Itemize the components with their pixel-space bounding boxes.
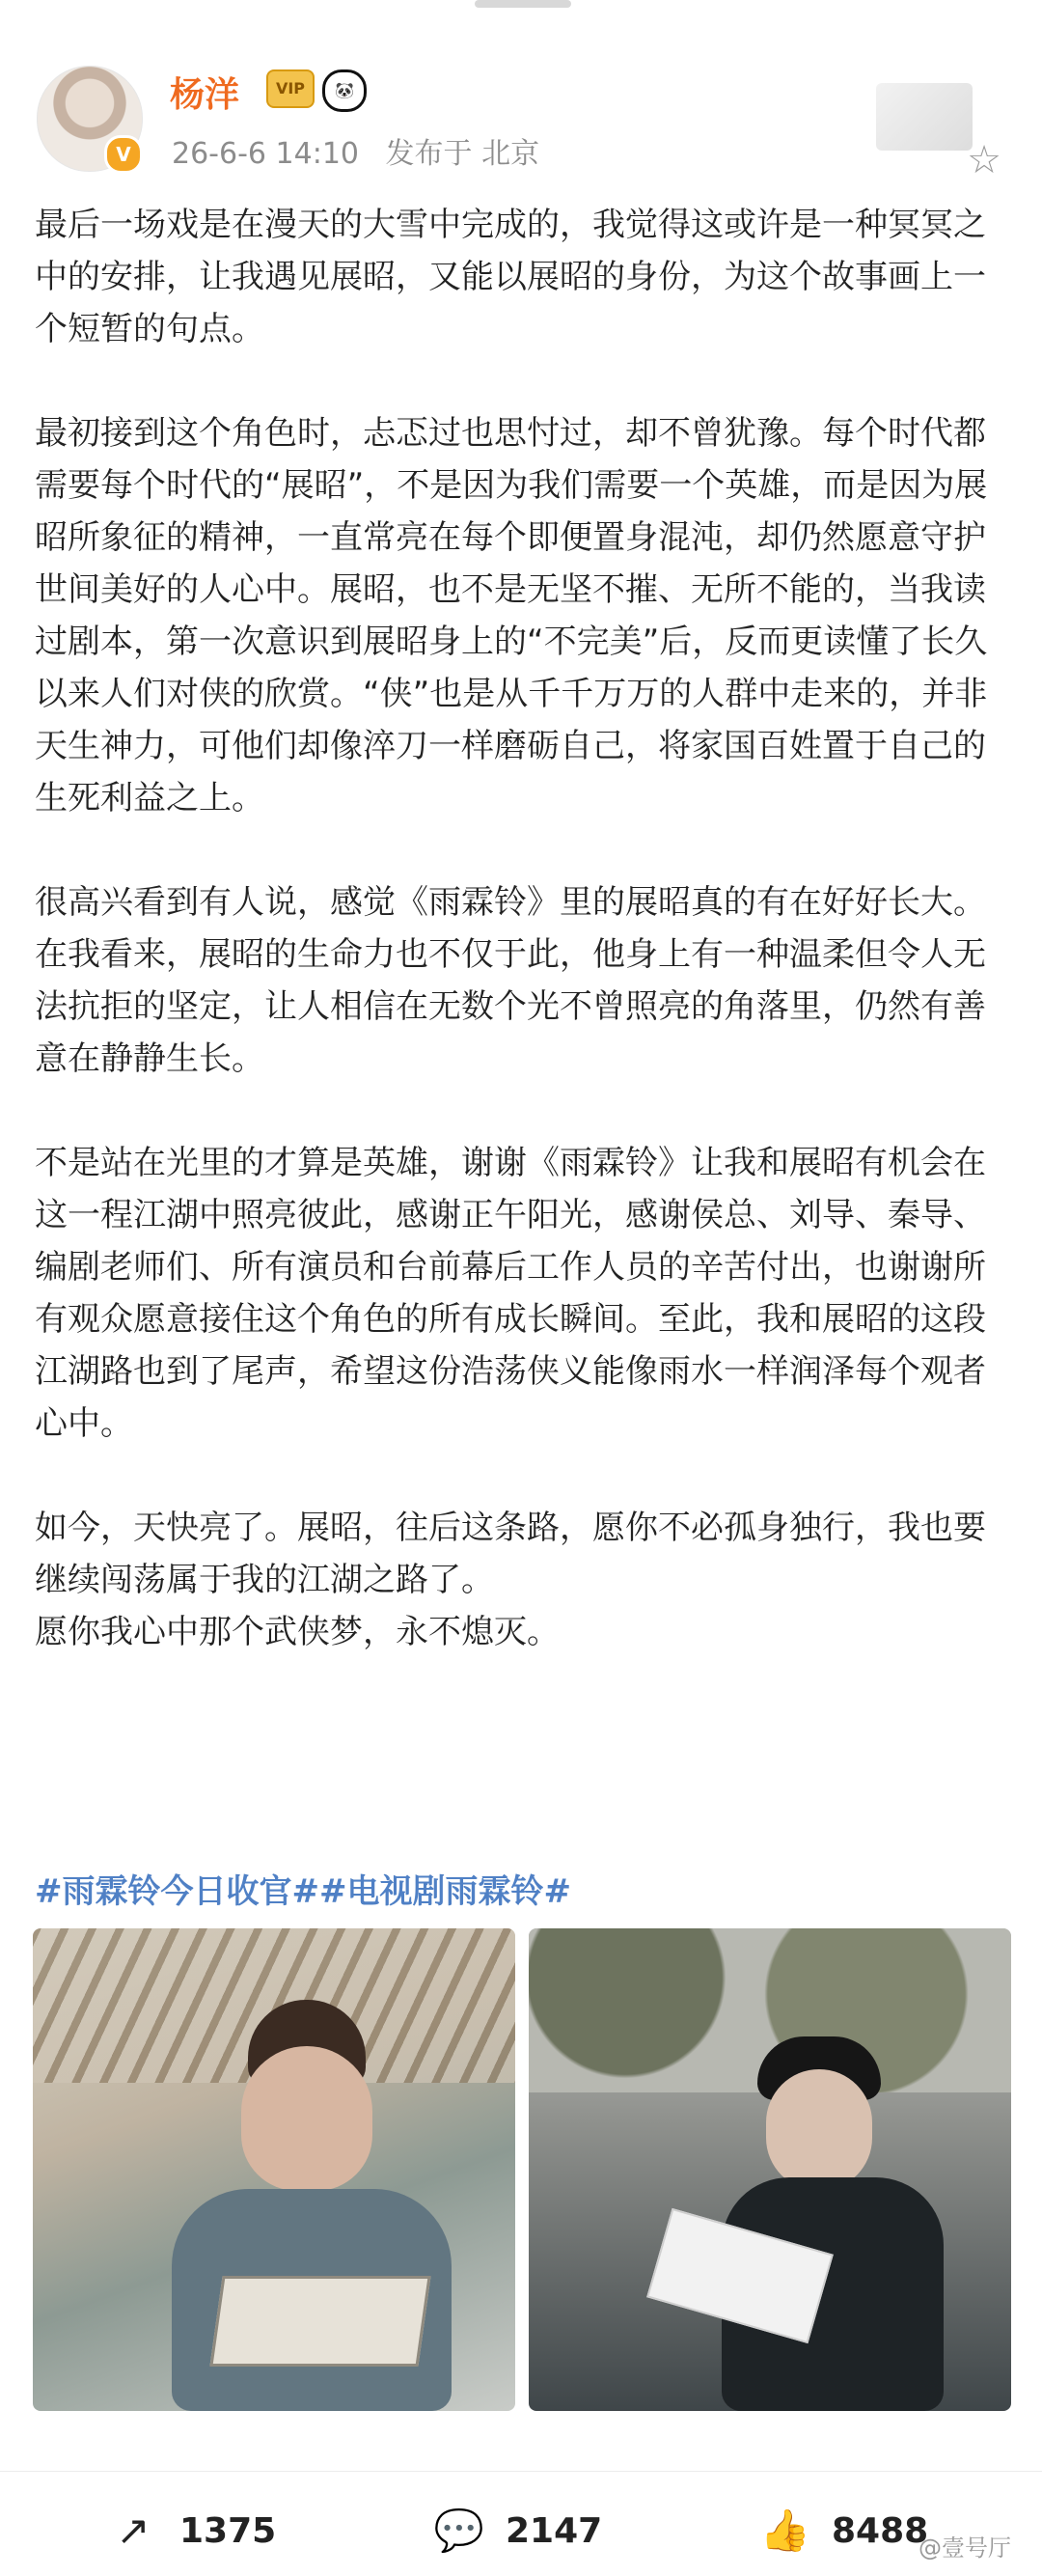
face-shape (766, 2069, 872, 2191)
username[interactable]: 杨洋 (170, 75, 240, 115)
like-count: 8488 (832, 2510, 929, 2551)
comment-icon: 💬 (433, 2507, 485, 2554)
comment-button[interactable] (433, 2502, 603, 2560)
post-image-left[interactable] (33, 1928, 515, 2411)
post-meta (172, 129, 557, 172)
post-hashtags[interactable]: #雨霖铃今日收官##电视剧雨霖铃# (35, 1872, 571, 1911)
share-icon: ↗ (116, 2507, 151, 2554)
sheet-grabber[interactable] (475, 0, 571, 8)
top-grabber-area (0, 0, 1042, 14)
profile-card-thumbnail[interactable] (876, 83, 973, 151)
post-location: 发布于 北京 (385, 137, 540, 171)
share-count: 1375 (179, 2510, 277, 2551)
post-image-right[interactable] (529, 1928, 1011, 2411)
crown-badge-icon: VIP (266, 69, 315, 108)
face-shape (241, 2046, 372, 2191)
post-header (0, 58, 1042, 193)
source-watermark: @壹号厅 (919, 2534, 1011, 2562)
comment-count: 2147 (506, 2510, 603, 2551)
star-icon[interactable]: ☆ (967, 138, 1001, 182)
share-button[interactable] (110, 2502, 276, 2560)
like-button[interactable] (759, 2502, 929, 2560)
post-text: 最后一场戏是在漫天的大雪中完成的，我觉得这或许是一种冥冥之中的安排，让我遇见展昭，又能以展昭的身份，为这个故事画上一个短暂的句点。 最初接到这个角色时，忐忑过也思忖过，却不曾犹豫。每个时代都需要每个时代的“展昭”，不是因为我们需要一个英雄，而是因为展昭所象征的精神，一直常亮在每个即便置身混沌，却仍然愿意守护世间美好的人心中。展昭，也不是无坚不摧、无所不能的，当我读过剧本，第一次意识到展昭身上的“不完美”后，反而更读懂了长久以来人们对侠的欣赏。“侠”也是从千千万万的人群中走来的，并非天生神力，可他们却像淬刀一样磨砺自己，将家国百姓置于自己的生死利益之上。 很高兴看到有人说，感觉《雨霖铃》里的展昭真的有在好好长大。在我看来，展昭的生命力也不仅于此，他身上有一种温柔但令人无法抗拒的坚定，让人相信在无数个光不曾照亮的角落里，仍然有善意在静静生长。 不是站在光里的才算是英雄，谢谢《雨霖铃》让我和展昭有机会在这一程江湖中照亮彼此，感谢正午阳光，感谢侯总、刘导、秦导、编剧老师们、所有演员和台前幕后工作人员的辛苦付出，也谢谢所有观众愿意接住这个角色的所有成长瞬间。至此，我和展昭的这段江湖路也到了尾声，希望这份浩荡侠义能像雨水一样润泽每个观者心中。 如今，天快亮了。展昭，往后这条路，愿你不必孤身独行，我也要继续闯荡属于我的江湖之路了。 愿你我心中那个武侠梦，永不熄灭。 (35, 206, 988, 1651)
like-icon: 👍 (759, 2507, 811, 2554)
panda-badge-icon: 🐼 (322, 69, 367, 112)
script-book-shape (209, 2276, 430, 2367)
verified-badge-icon: V (104, 135, 143, 174)
post-date: 26-6-6 14:10 (172, 137, 359, 171)
